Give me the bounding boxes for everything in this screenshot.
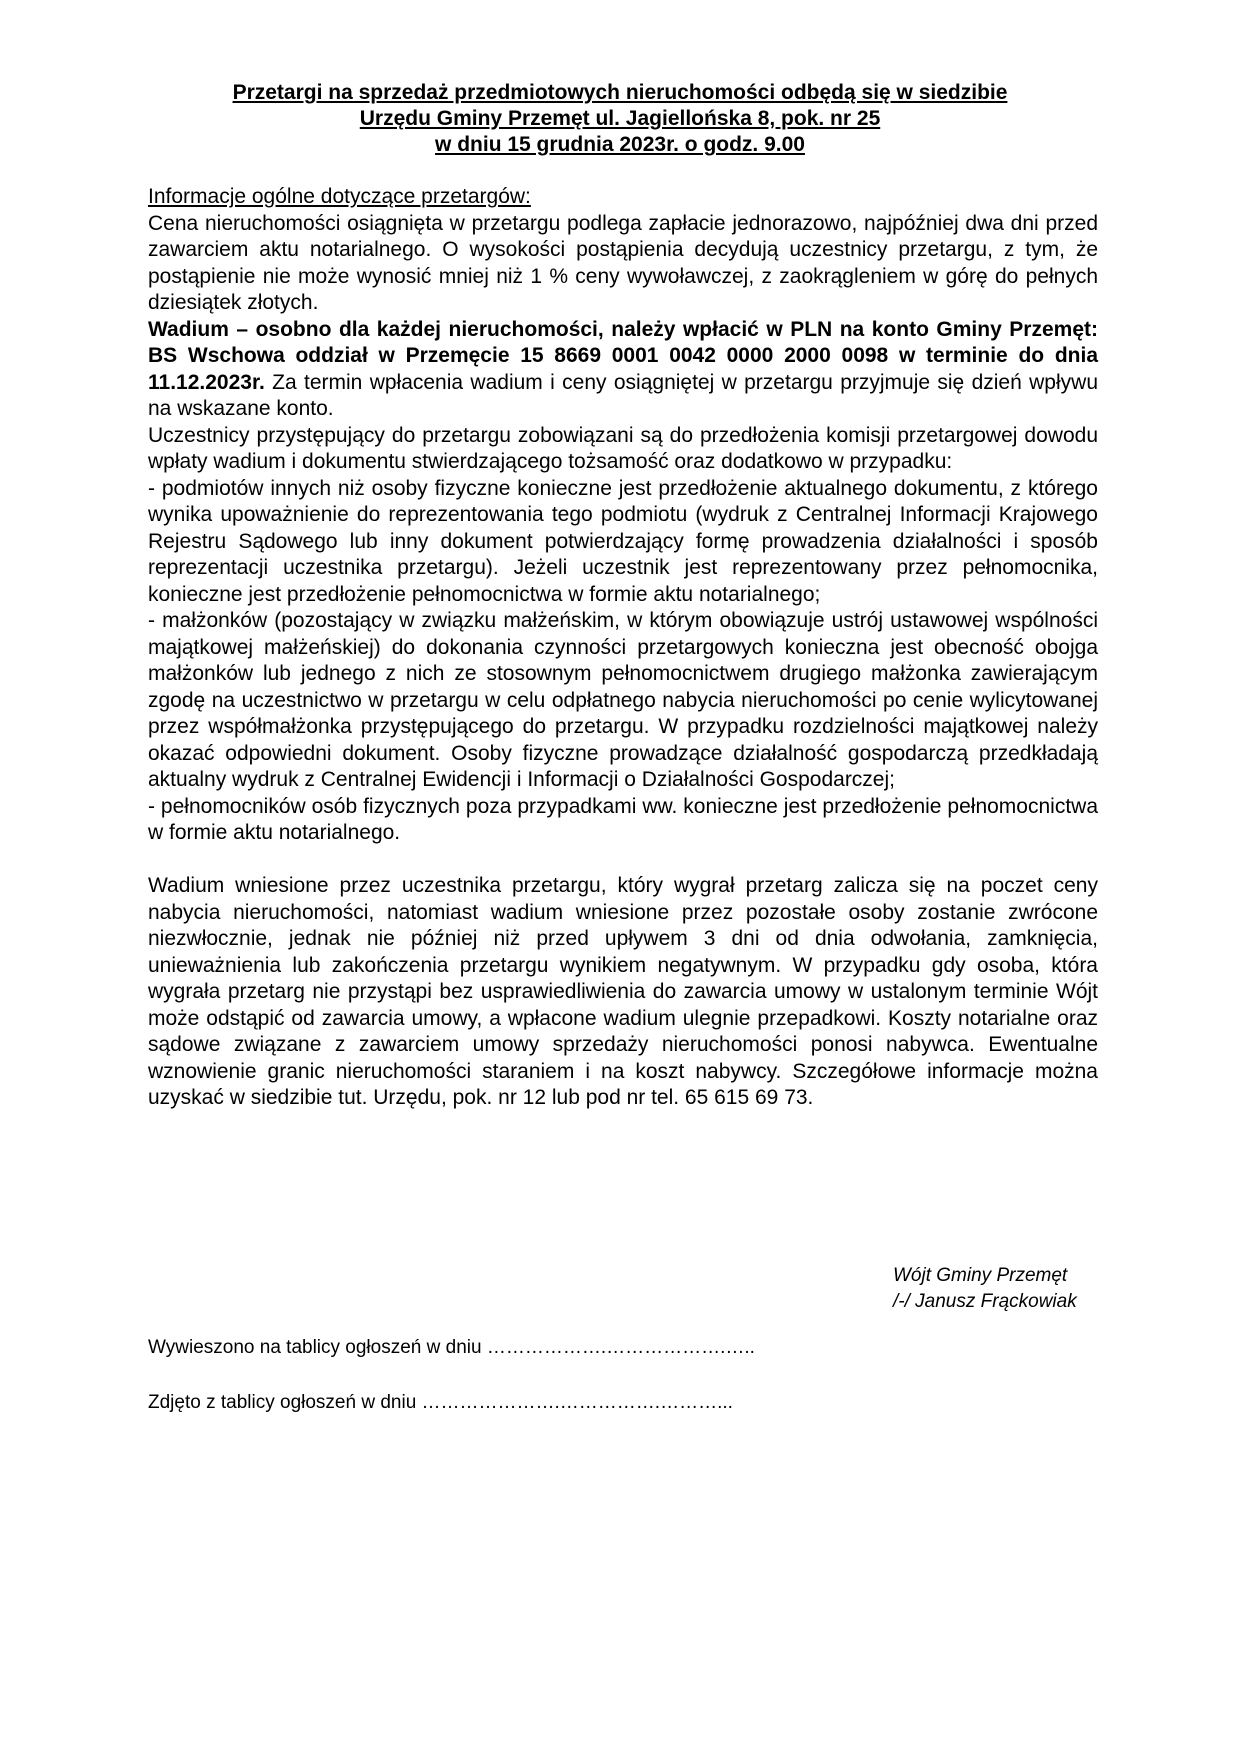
signature-block <box>893 1263 1113 1315</box>
announcement-body <box>148 184 1098 1112</box>
wadium-bank-details: Wadium – osobno dla każdej nieruchomości, należy wpłacić w PLN na konto Gminy Przemęt: BS Wschowa oddział w Przemęcie 15 8669 0001 0042 0000 2000 0098 w terminie do dnia 11.12.2023r. <box>148 317 1098 394</box>
info-section-title: Informacje ogólne dotyczące przetargów: <box>148 185 531 208</box>
wadium-payment-note: Za termin wpłacenia wadium i ceny osiągniętej w przetargu przyjmuje się dzień wpływu na wskazane konto. <box>148 370 1098 420</box>
requirement-item-proxies: - pełnomocników osób fizycznych poza przypadkami ww. konieczne jest przedłożenie pełnomocnictwa w formie aktu notarialnego. <box>148 794 1098 844</box>
heading-line-1: Przetargi na sprzedaż przedmiotowych nieruchomości odbędą się w siedzibie <box>232 81 1008 104</box>
wadium-return-paragraph: Wadium wniesione przez uczestnika przetargu, który wygrał przetarg zalicza się na poczet ceny nabycia nieruchomości, natomiast wadium wniesione przez pozostałe osoby zostanie zwrócone niezwłocznie, jednak nie później niż przed upływem 3 dni od dnia odwołania, zamknięcia, unieważnienia lub zakończenia przetargu wynikiem negatywnym. W przypadku gdy osoba, która wygrała przetarg nie przystąpi bez usprawiedliwienia do zawarcia umowy w ustalonym terminie Wójt może odstąpić od zawarcia umowy, a wpłacone wadium ulegnie przepadkowi. Koszty notarialne oraz sądowe związane z zawarciem umowy sprzedaży nieruchomości ponosi nabywca. Ewentualne wznowienie granic nieruchomości staraniem i na koszt nabywcy. Szczegółowe informacje można uzyskać w siedzibie tut. Urzędu, pok. nr 12 lub pod nr tel. 65 615 69 73. <box>148 874 1098 1109</box>
participants-requirements-paragraph: Uczestnicy przystępujący do przetargu zobowiązani są do przedłożenia komisji przetargowej dowodu wpłaty wadium i dokumentu stwierdzającego tożsamość oraz dodatkowo w przypadku: <box>148 423 1098 473</box>
paragraph-spacer <box>148 847 1098 874</box>
requirement-item-entities: - podmiotów innych niż osoby fizyczne konieczne jest przedłożenie aktualnego dokumentu, z którego wynika upoważnienie do reprezentowania tego podmiotu (wydruk z Centralnej Informacji Krajowego Rejestru Sądowego lub inny dokument potwierdzający formę prowadzenia działalności i sposób reprezentacji uczestnika przetargu). Jeżeli uczestnik jest reprezentowany przez pełnomocnika, konieczne jest przedłożenie pełnomocnictwa w formie aktu notarialnego; <box>148 476 1098 606</box>
price-payment-paragraph: Cena nieruchomości osiągnięta w przetargu podlega zapłacie jednorazowo, najpóźniej dwa dni przed zawarciem aktu notarialnego. O wysokości postąpienia decydują uczestnicy przetargu, z tym, że postąpienie nie może wynosić mniej niż 1 % ceny wywoławczej, z zaokrągleniem w górę do pełnych dziesiątek złotych. <box>148 211 1098 314</box>
heading-line-3: w dniu 15 grudnia 2023r. o godz. 9.00 <box>435 133 805 156</box>
wadium-paragraph <box>148 317 1098 423</box>
announcement-heading <box>140 80 1100 158</box>
requirement-item-spouses: - małżonków (pozostający w związku małżeńskim, w którym obowiązuje ustrój ustawowej wspólności majątkowej małżeńskiej) do dokonania czynności przetargowych konieczna jest obecność obojga małżonków lub jednego z nich ze stosownym pełnomocnictwem drugiego małżonka zawierającym zgodę na uczestnictwo w przetargu w celu odpłatnego nabycia nieruchomości po cenie wylicytowanej przez współmałżonka przystępującego do przetargu. W przypadku rozdzielności majątkowej należy okazać odpowiedni dokument. Osoby fizyczne prowadzące działalność gospodarczą przedkładają aktualny wydruk z Centralnej Ewidencji i Informacji o Działalności Gospodarczej; <box>148 609 1098 791</box>
removed-date-line: Zdjęto z tablicy ogłoszeń w dniu ………………….…………….………... <box>148 1392 733 1413</box>
heading-line-2: Urzędu Gminy Przemęt ul. Jagiellońska 8, pok. nr 25 <box>359 107 881 130</box>
posted-date-line: Wywieszono na tablicy ogłoszeń w dniu ……………….……………….….. <box>148 1337 755 1358</box>
signature-name: /-/ Janusz Frąckowiak <box>893 1291 1077 1312</box>
signature-title: Wójt Gminy Przemęt <box>893 1265 1068 1286</box>
